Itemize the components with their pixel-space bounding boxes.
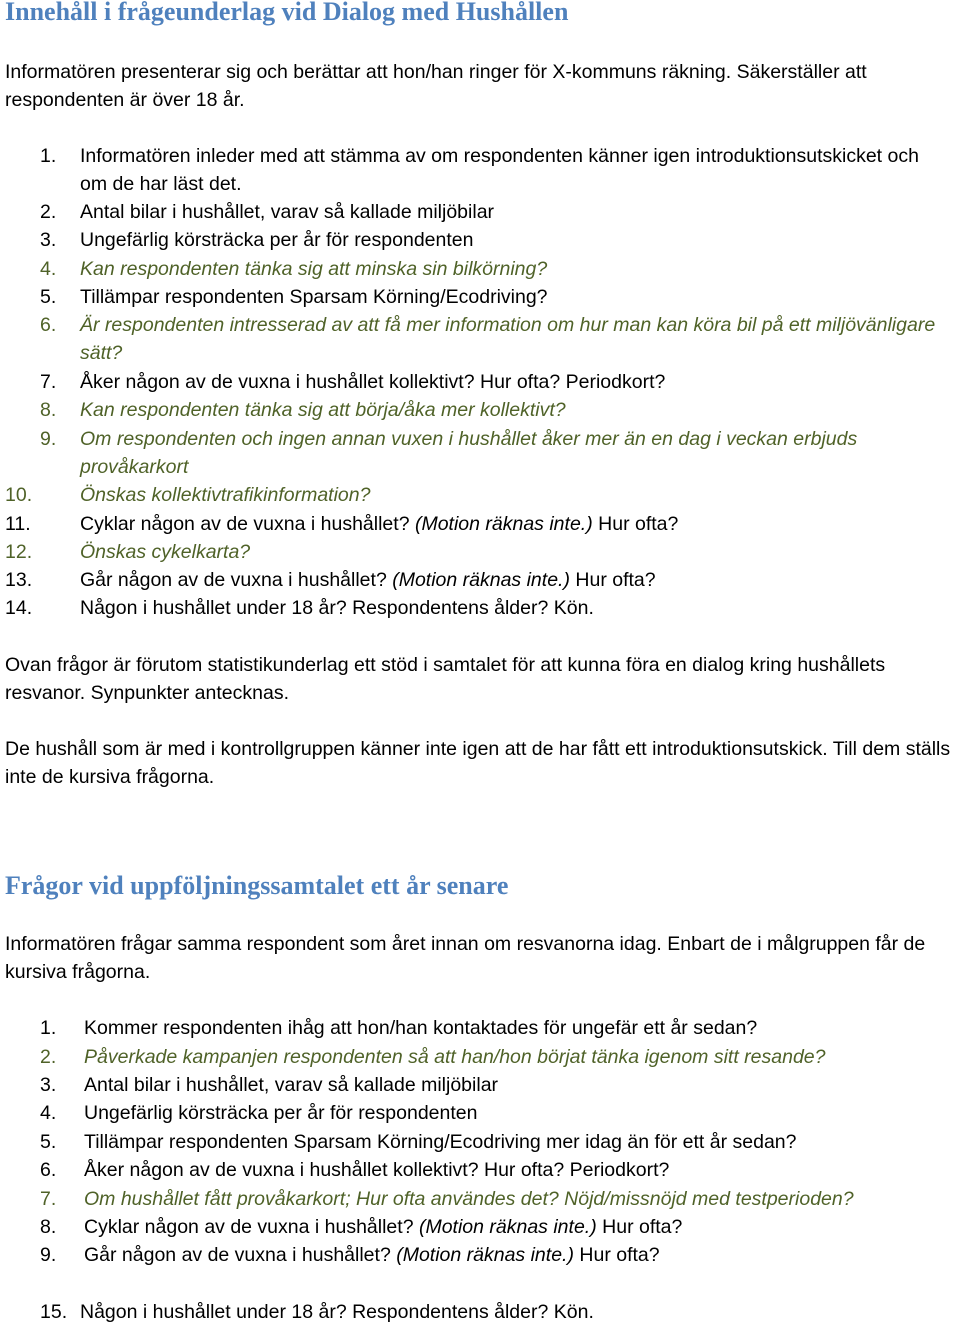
question-number: 13. xyxy=(5,569,33,591)
question-number: 7. xyxy=(40,371,57,393)
section-heading-followup: Frågor vid uppföljningssamtalet ett år senare xyxy=(5,871,509,900)
question-number: 10. xyxy=(5,484,33,506)
question-text: Kan respondenten tänka sig att minska sin bilkörning? xyxy=(80,258,548,280)
question-text: Om hushållet fått provåkarkort; Hur ofta användes det? Nöjd/missnöjd med testperioden? xyxy=(84,1188,854,1210)
question-text: Går någon av de vuxna i hushållet? (Motion räknas inte.) Hur ofta? xyxy=(84,1244,660,1266)
control-group-paragraph: De hushåll som är med i kontrollgruppen känner inte igen att de har fått ett introduktionsutskick. Till dem ställs inte de kursiva frågorna. xyxy=(5,738,951,789)
section-heading-dialog: Innehåll i frågeunderlag vid Dialog med Hushållen xyxy=(5,0,569,26)
followup-question-3 xyxy=(40,1071,950,1099)
followup-question-1 xyxy=(40,1014,950,1042)
question-text: Informatören inleder med att stämma av om respondenten känner igen introduktionsutskicket och om de har läst det. xyxy=(80,145,919,196)
followup-question-15 xyxy=(40,1298,950,1326)
question-4 xyxy=(40,255,950,283)
followup-question-6 xyxy=(40,1156,950,1184)
question-text: Är respondenten intresserad av att få mer information om hur man kan köra bil på ett miljövänligare sätt? xyxy=(80,314,936,365)
question-text: Kommer respondenten ihåg att hon/han kontaktades för ungefär ett år sedan? xyxy=(84,1017,758,1039)
followup-question-5 xyxy=(40,1128,950,1156)
question-text: Om respondenten och ingen annan vuxen i hushållet åker mer än en dag i veckan erbjuds provåkarkort xyxy=(80,428,858,479)
question-text: Någon i hushållet under 18 år? Respondentens ålder? Kön. xyxy=(80,1301,594,1323)
question-text: Går någon av de vuxna i hushållet? (Motion räknas inte.) Hur ofta? xyxy=(80,569,656,591)
question-text: Någon i hushållet under 18 år? Respondentens ålder? Kön. xyxy=(80,597,594,619)
question-number: 9. xyxy=(40,428,57,450)
question-text: Antal bilar i hushållet, varav så kallade miljöbilar xyxy=(80,201,495,223)
followup-question-2 xyxy=(40,1043,950,1071)
question-text: Cyklar någon av de vuxna i hushållet? (Motion räknas inte.) Hur ofta? xyxy=(84,1216,683,1238)
question-11 xyxy=(5,510,950,538)
question-1 xyxy=(40,142,950,199)
question-2 xyxy=(40,198,950,226)
question-text: Önskas kollektivtrafikinformation? xyxy=(80,484,371,506)
question-text: Ungefärlig körsträcka per år för respondenten xyxy=(84,1102,478,1124)
question-number: 3. xyxy=(40,229,57,251)
followup-intro-paragraph: Informatören frågar samma respondent som året innan om resvanorna idag. Enbart de i målgruppen får de kursiva frågorna. xyxy=(5,933,926,984)
question-text: Kan respondenten tänka sig att börja/åka mer kollektivt? xyxy=(80,399,566,421)
question-3 xyxy=(40,226,950,254)
question-number: 3. xyxy=(40,1074,57,1096)
question-text: Tillämpar respondenten Sparsam Körning/Ecodriving? xyxy=(80,286,548,308)
question-number: 12. xyxy=(5,541,33,563)
followup-question-8 xyxy=(40,1213,950,1241)
question-number: 1. xyxy=(40,145,57,167)
summary-paragraph: Ovan frågor är förutom statistikunderlag ett stöd i samtalet för att kunna föra en dialog kring hushållets resvanor. Synpunkter antecknas. xyxy=(5,654,886,705)
question-text: Tillämpar respondenten Sparsam Körning/Ecodriving mer idag än för ett år sedan? xyxy=(84,1131,797,1153)
question-6 xyxy=(40,311,950,368)
question-text: Cyklar någon av de vuxna i hushållet? (Motion räknas inte.) Hur ofta? xyxy=(80,513,679,535)
question-number: 8. xyxy=(40,399,57,421)
question-number: 6. xyxy=(40,1159,57,1181)
question-number: 5. xyxy=(40,286,57,308)
question-number: 9. xyxy=(40,1244,57,1266)
question-text: Åker någon av de vuxna i hushållet kollektivt? Hur ofta? Periodkort? xyxy=(84,1159,670,1181)
question-number: 8. xyxy=(40,1216,57,1238)
followup-question-9 xyxy=(40,1241,950,1269)
question-14 xyxy=(5,594,950,622)
question-10 xyxy=(5,481,950,509)
question-number: 6. xyxy=(40,314,57,336)
question-number: 15. xyxy=(40,1301,68,1323)
question-8 xyxy=(40,396,950,424)
question-number: 14. xyxy=(5,597,33,619)
question-number: 2. xyxy=(40,201,57,223)
question-text: Ungefärlig körsträcka per år för respondenten xyxy=(80,229,474,251)
question-text: Antal bilar i hushållet, varav så kallade miljöbilar xyxy=(84,1074,499,1096)
question-number: 4. xyxy=(40,258,57,280)
question-text: Åker någon av de vuxna i hushållet kollektivt? Hur ofta? Periodkort? xyxy=(80,371,666,393)
question-7 xyxy=(40,368,950,396)
question-number: 2. xyxy=(40,1046,57,1068)
question-12 xyxy=(5,538,950,566)
followup-question-7 xyxy=(40,1185,950,1213)
intro-paragraph: Informatören presenterar sig och berättar att hon/han ringer för X-kommuns räkning. Säkerställer att respondenten är över 18 år. xyxy=(5,61,867,112)
question-5 xyxy=(40,283,950,311)
question-9 xyxy=(40,425,950,482)
question-number: 4. xyxy=(40,1102,57,1124)
question-number: 11. xyxy=(5,513,31,535)
question-text: Påverkade kampanjen respondenten så att han/hon börjat tänka igenom sitt resande? xyxy=(84,1046,826,1068)
question-13 xyxy=(5,566,950,594)
followup-question-4 xyxy=(40,1099,950,1127)
question-text: Önskas cykelkarta? xyxy=(80,541,251,563)
question-number: 7. xyxy=(40,1188,57,1210)
question-number: 5. xyxy=(40,1131,57,1153)
question-number: 1. xyxy=(40,1017,57,1039)
